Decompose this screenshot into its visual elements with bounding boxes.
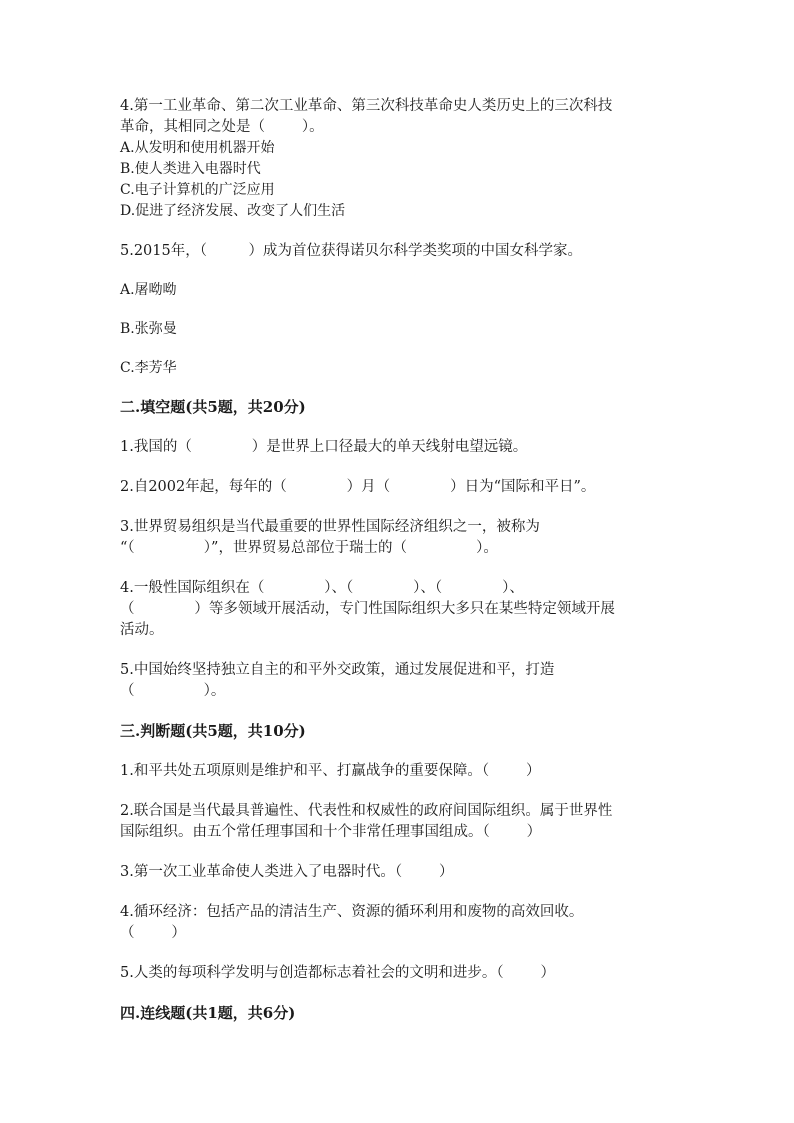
option-c: C.李芳华 (120, 360, 177, 376)
section-title: 四.连线题(共1题，共6分) (120, 1004, 296, 1022)
question-text: 国际组织。由五个常任理事国和十个非常任理事国组成。（ ） (120, 824, 542, 840)
question-text: （ ）等多领域开展活动，专门性国际组织大多只在某些特定领域开展 (120, 601, 615, 617)
question-5 (120, 660, 680, 702)
question-4-multiple-choice (120, 96, 680, 222)
question-text: （ ）。 (120, 683, 226, 699)
question-text: 4.一般性国际组织在（ ）、（ ）、（ ）、 (120, 580, 524, 596)
option-a: A.屠呦呦 (120, 282, 177, 298)
question-4 (120, 902, 680, 944)
question-3 (120, 517, 680, 559)
question-5: 5.人类的每项科学发明与创造都标志着社会的文明和进步。（ ） (120, 965, 555, 981)
option-a: A.从发明和使用机器开始 (120, 140, 275, 156)
document-page (120, 96, 680, 1024)
option-b: B.张弥曼 (120, 321, 177, 337)
question-text: 4.第一工业革命、第二次工业革命、第三次科技革命史人类历史上的三次科技 (120, 98, 613, 114)
option-b: B.使人类进入电器时代 (120, 161, 261, 177)
section-title: 二.填空题(共5题，共20分) (120, 398, 306, 416)
question-text: 4.循环经济：包括产品的清洁生产、资源的循环利用和废物的高效回收。 (120, 904, 584, 920)
question-1: 1.我国的（ ）是世界上口径最大的单天线射电望远镜。 (120, 439, 528, 455)
question-2: 2.自2002年起，每年的（ ）月（ ）日为“国际和平日”。 (120, 479, 596, 495)
question-text: 活动。 (120, 622, 164, 638)
question-1: 1.和平共处五项原则是维护和平、打赢战争的重要保障。（ ） (120, 763, 541, 779)
question-text: 2.联合国是当代最具普遍性、代表性和权威性的政府间国际组织。属于世界性 (120, 803, 613, 819)
question-5-multiple-choice (120, 241, 680, 379)
question-4 (120, 578, 680, 641)
question-3: 3.第一次工业革命使人类进入了电器时代。（ ） (120, 864, 454, 880)
section-matching (120, 1003, 680, 1024)
question-text: 5.2015年，（ ）成为首位获得诺贝尔科学类奖项的中国女科学家。 (120, 243, 582, 259)
option-c: C.电子计算机的广泛应用 (120, 182, 275, 198)
question-text: 革命，其相同之处是（ ）。 (120, 119, 324, 135)
option-d: D.促进了经济发展、改变了人们生活 (120, 203, 346, 219)
question-text: 5.中国始终坚持独立自主的和平外交政策，通过发展促进和平，打造 (120, 662, 555, 678)
section-true-false (120, 721, 680, 984)
question-text: 3.世界贸易组织是当代最重要的世界性国际经济组织之一，被称为 (120, 519, 540, 535)
question-text: “（ ）”，世界贸易总部位于瑞士的（ ）。 (120, 540, 498, 556)
question-text: （ ） (120, 925, 186, 941)
section-fill-in-blank (120, 397, 680, 702)
question-2 (120, 801, 680, 843)
section-title: 三.判断题(共5题，共10分) (120, 722, 306, 740)
